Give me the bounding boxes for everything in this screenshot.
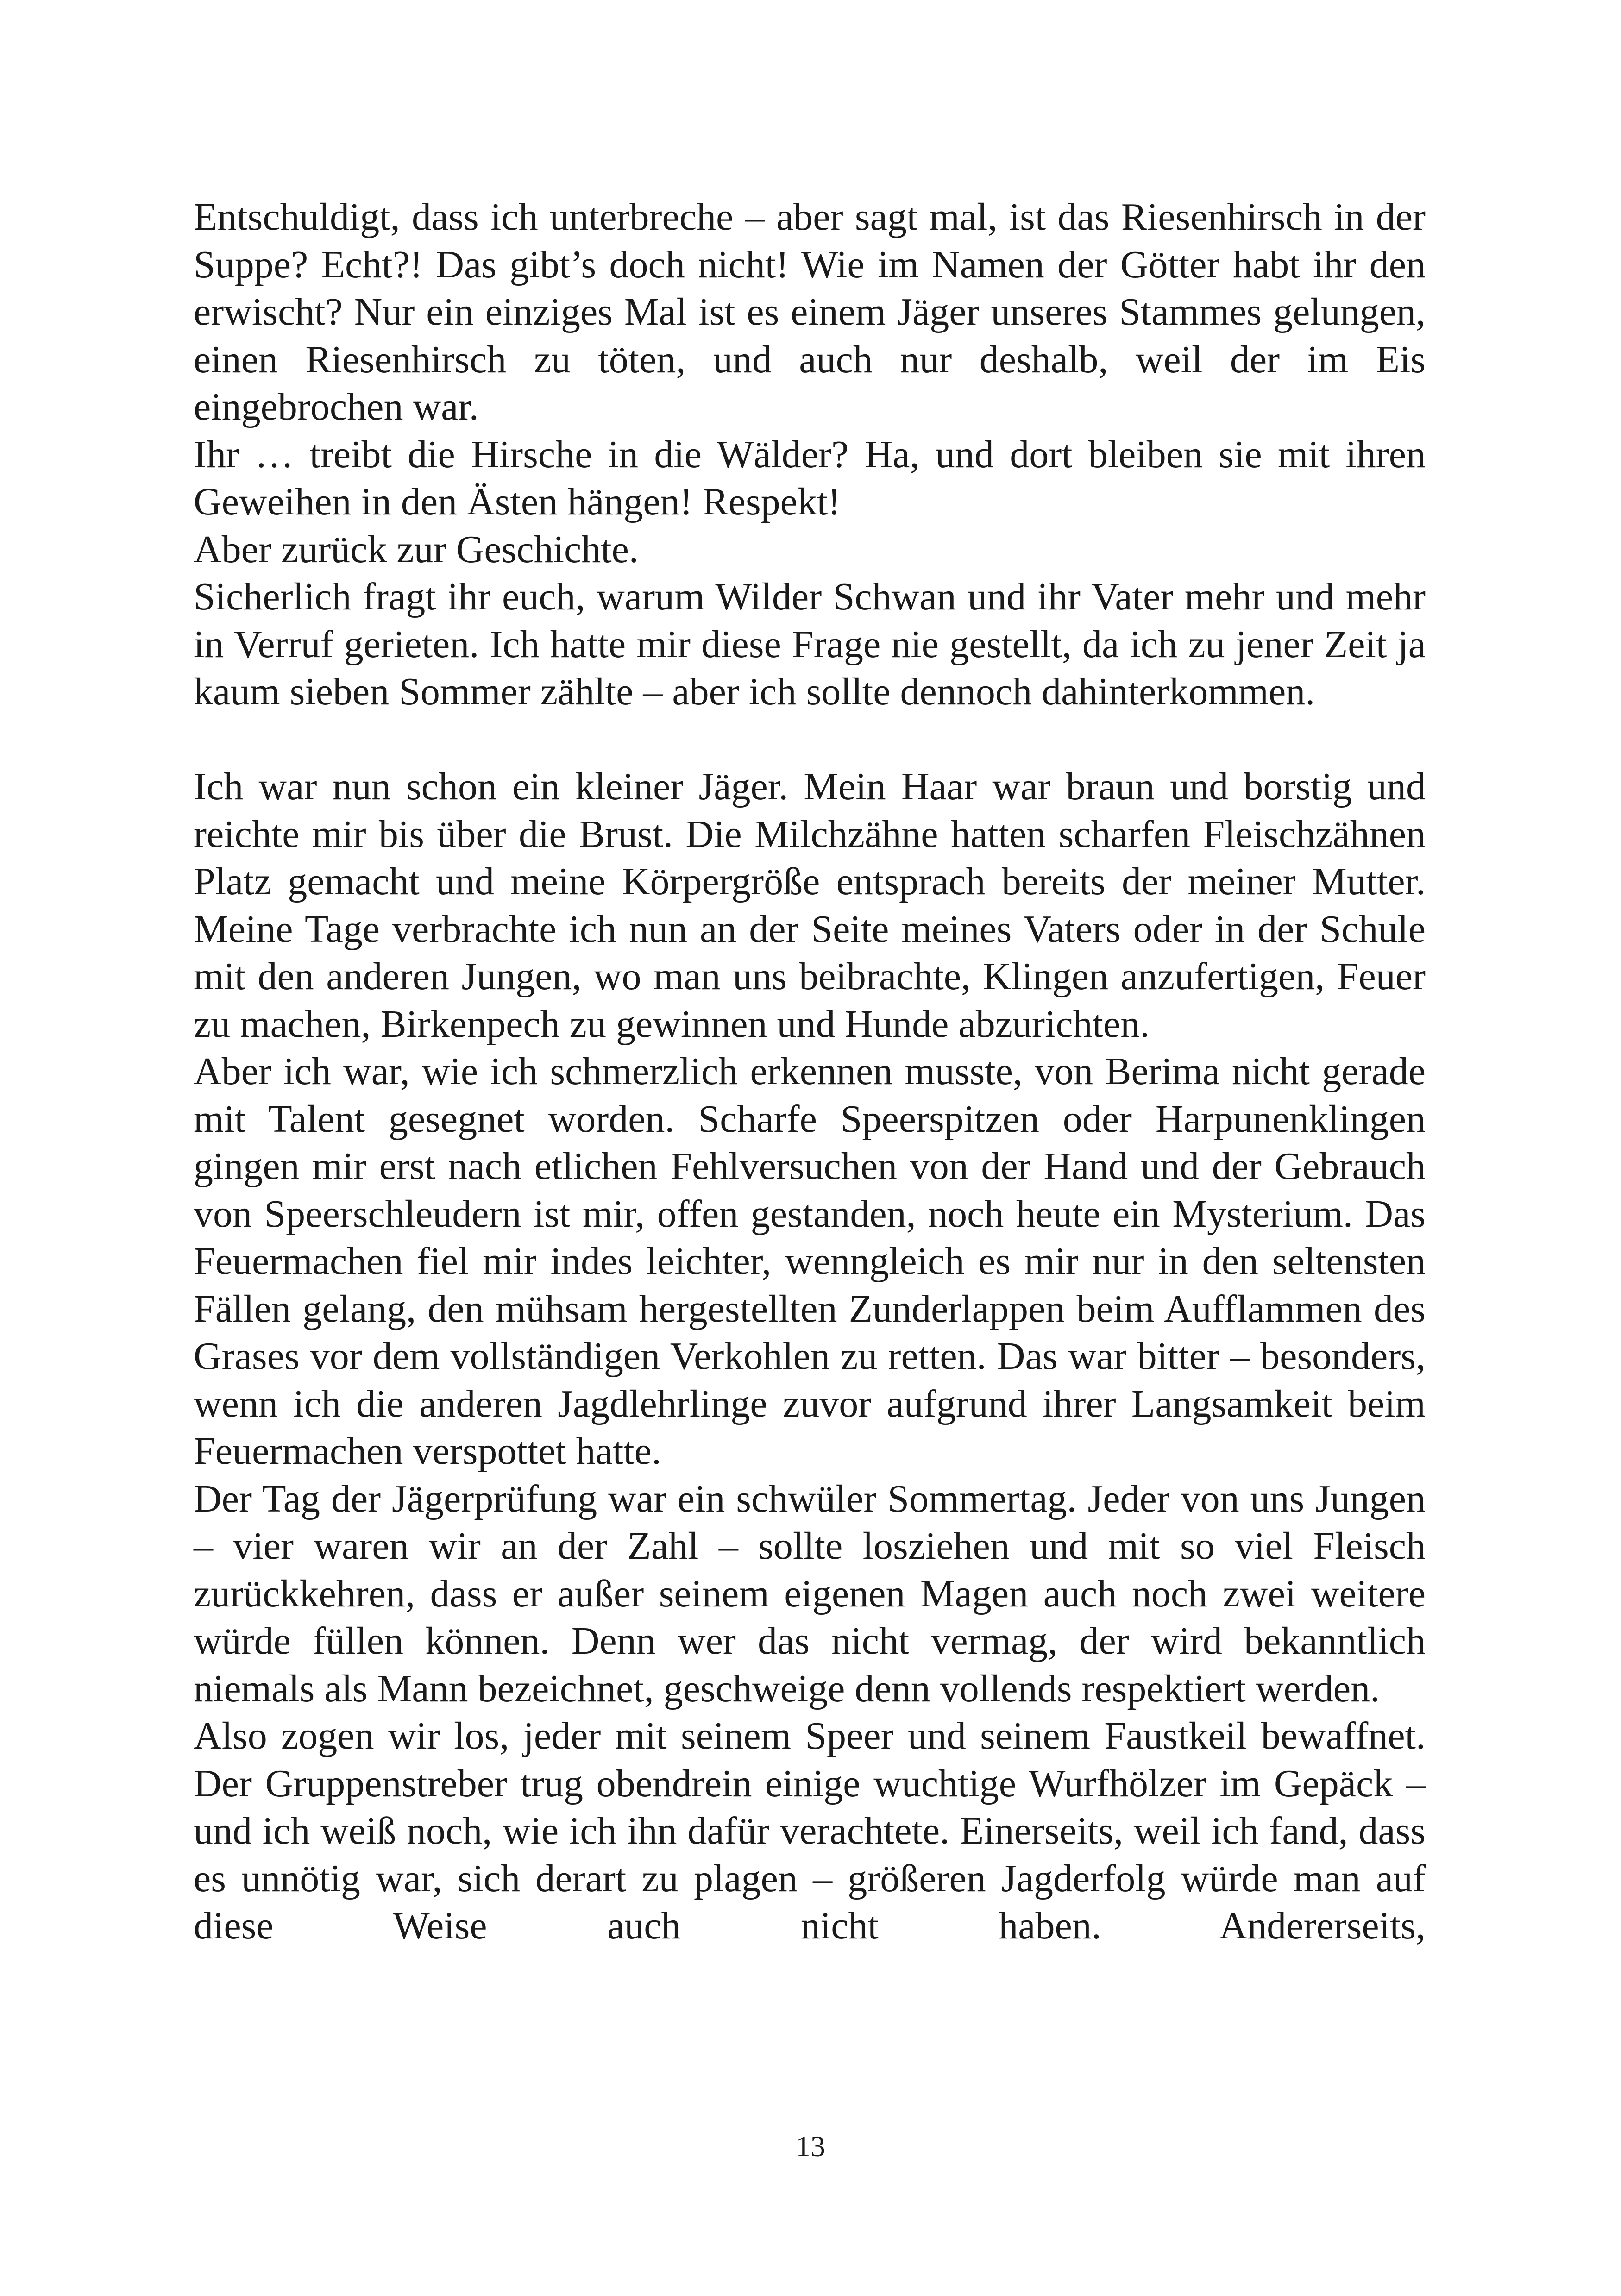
- paragraph: Aber zurück zur Geschichte.: [194, 527, 639, 571]
- blank-line: [194, 716, 1426, 764]
- paragraph: Ich war nun schon ein kleiner Jäger. Mein Haar war braun und borstig und reichte mir bis über die Brust. Die Milchzähne hatten scharfen Fleischzähnen Platz gemacht und meine Körpergröße entsprach bereits der meiner Mutter. Meine Tage verbrachte ich nun an der Seite meines Vaters oder in der Schule mit den anderen Jungen, wo man uns beibrachte, Klingen anzufertigen, Feuer zu machen, Birkenpech zu gewinnen und Hunde abzurichten.: [194, 765, 1426, 1046]
- paragraph: Ihr … treibt die Hirsche in die Wälder? Ha, und dort bleiben sie mit ihren Geweihen in den Ästen hängen! Respekt!: [194, 433, 1426, 523]
- body-text: [194, 194, 1426, 1950]
- page-number: 13: [796, 2130, 825, 2163]
- paragraph: Aber ich war, wie ich schmerzlich erkennen musste, von Berima nicht gerade mit Talent gesegnet worden. Scharfe Speerspitzen oder Harpunenklingen gingen mir erst nach etlichen Fehlversuchen von der Hand und der Gebrauch von Speerschleudern ist mir, offen gestanden, noch heute ein Mysterium. Das Feuermachen fiel mir indes leichter, wenngleich es mir nur in den seltensten Fällen gelang, den mühsam hergestellten Zunderlappen beim Aufflammen des Grases vor dem vollständigen Verkohlen zu retten. Das war bitter – besonders, wenn ich die anderen Jagdlehrlinge zuvor aufgrund ihrer Langsamkeit beim Feuermachen verspottet hatte.: [194, 1050, 1426, 1473]
- paragraph: Der Tag der Jägerprüfung war ein schwüler Sommertag. Jeder von uns Jungen – vier waren wir an der Zahl – sollte losziehen und mit so viel Fleisch zurückkehren, dass er außer seinem eigenen Magen auch noch zwei weitere würde füllen können. Denn wer das nicht vermag, der wird bekanntlich niemals als Mann bezeichnet, geschweige denn vollends respektiert werden.: [194, 1477, 1426, 1710]
- paragraph: Sicherlich fragt ihr euch, warum Wilder Schwan und ihr Vater mehr und mehr in Verruf gerieten. Ich hatte mir diese Frage nie gestellt, da ich zu jener Zeit ja kaum sieben Sommer zählte – aber ich sollte dennoch dahinterkommen.: [194, 575, 1426, 713]
- paragraph: Also zogen wir los, jeder mit seinem Speer und seinem Faustkeil bewaffnet. Der Gruppenstreber trug obendrein einige wuchtige Wurfhölzer im Gepäck – und ich weiß noch, wie ich ihn dafür verachtete. Einerseits, weil ich fand, dass es unnötig war, sich derart zu plagen – größeren Jagderfolg würde man auf diese Weise auch nicht haben. Andererseits,: [194, 1714, 1426, 1947]
- paragraph: Entschuldigt, dass ich unterbreche – aber sagt mal, ist das Riesenhirsch in der Suppe? Echt?! Das gibt’s doch nicht! Wie im Namen der Götter habt ihr den erwischt? Nur ein einziges Mal ist es einem Jäger unseres Stammes gelungen, einen Riesenhirsch zu töten, und auch nur deshalb, weil der im Eis eingebrochen war.: [194, 195, 1426, 428]
